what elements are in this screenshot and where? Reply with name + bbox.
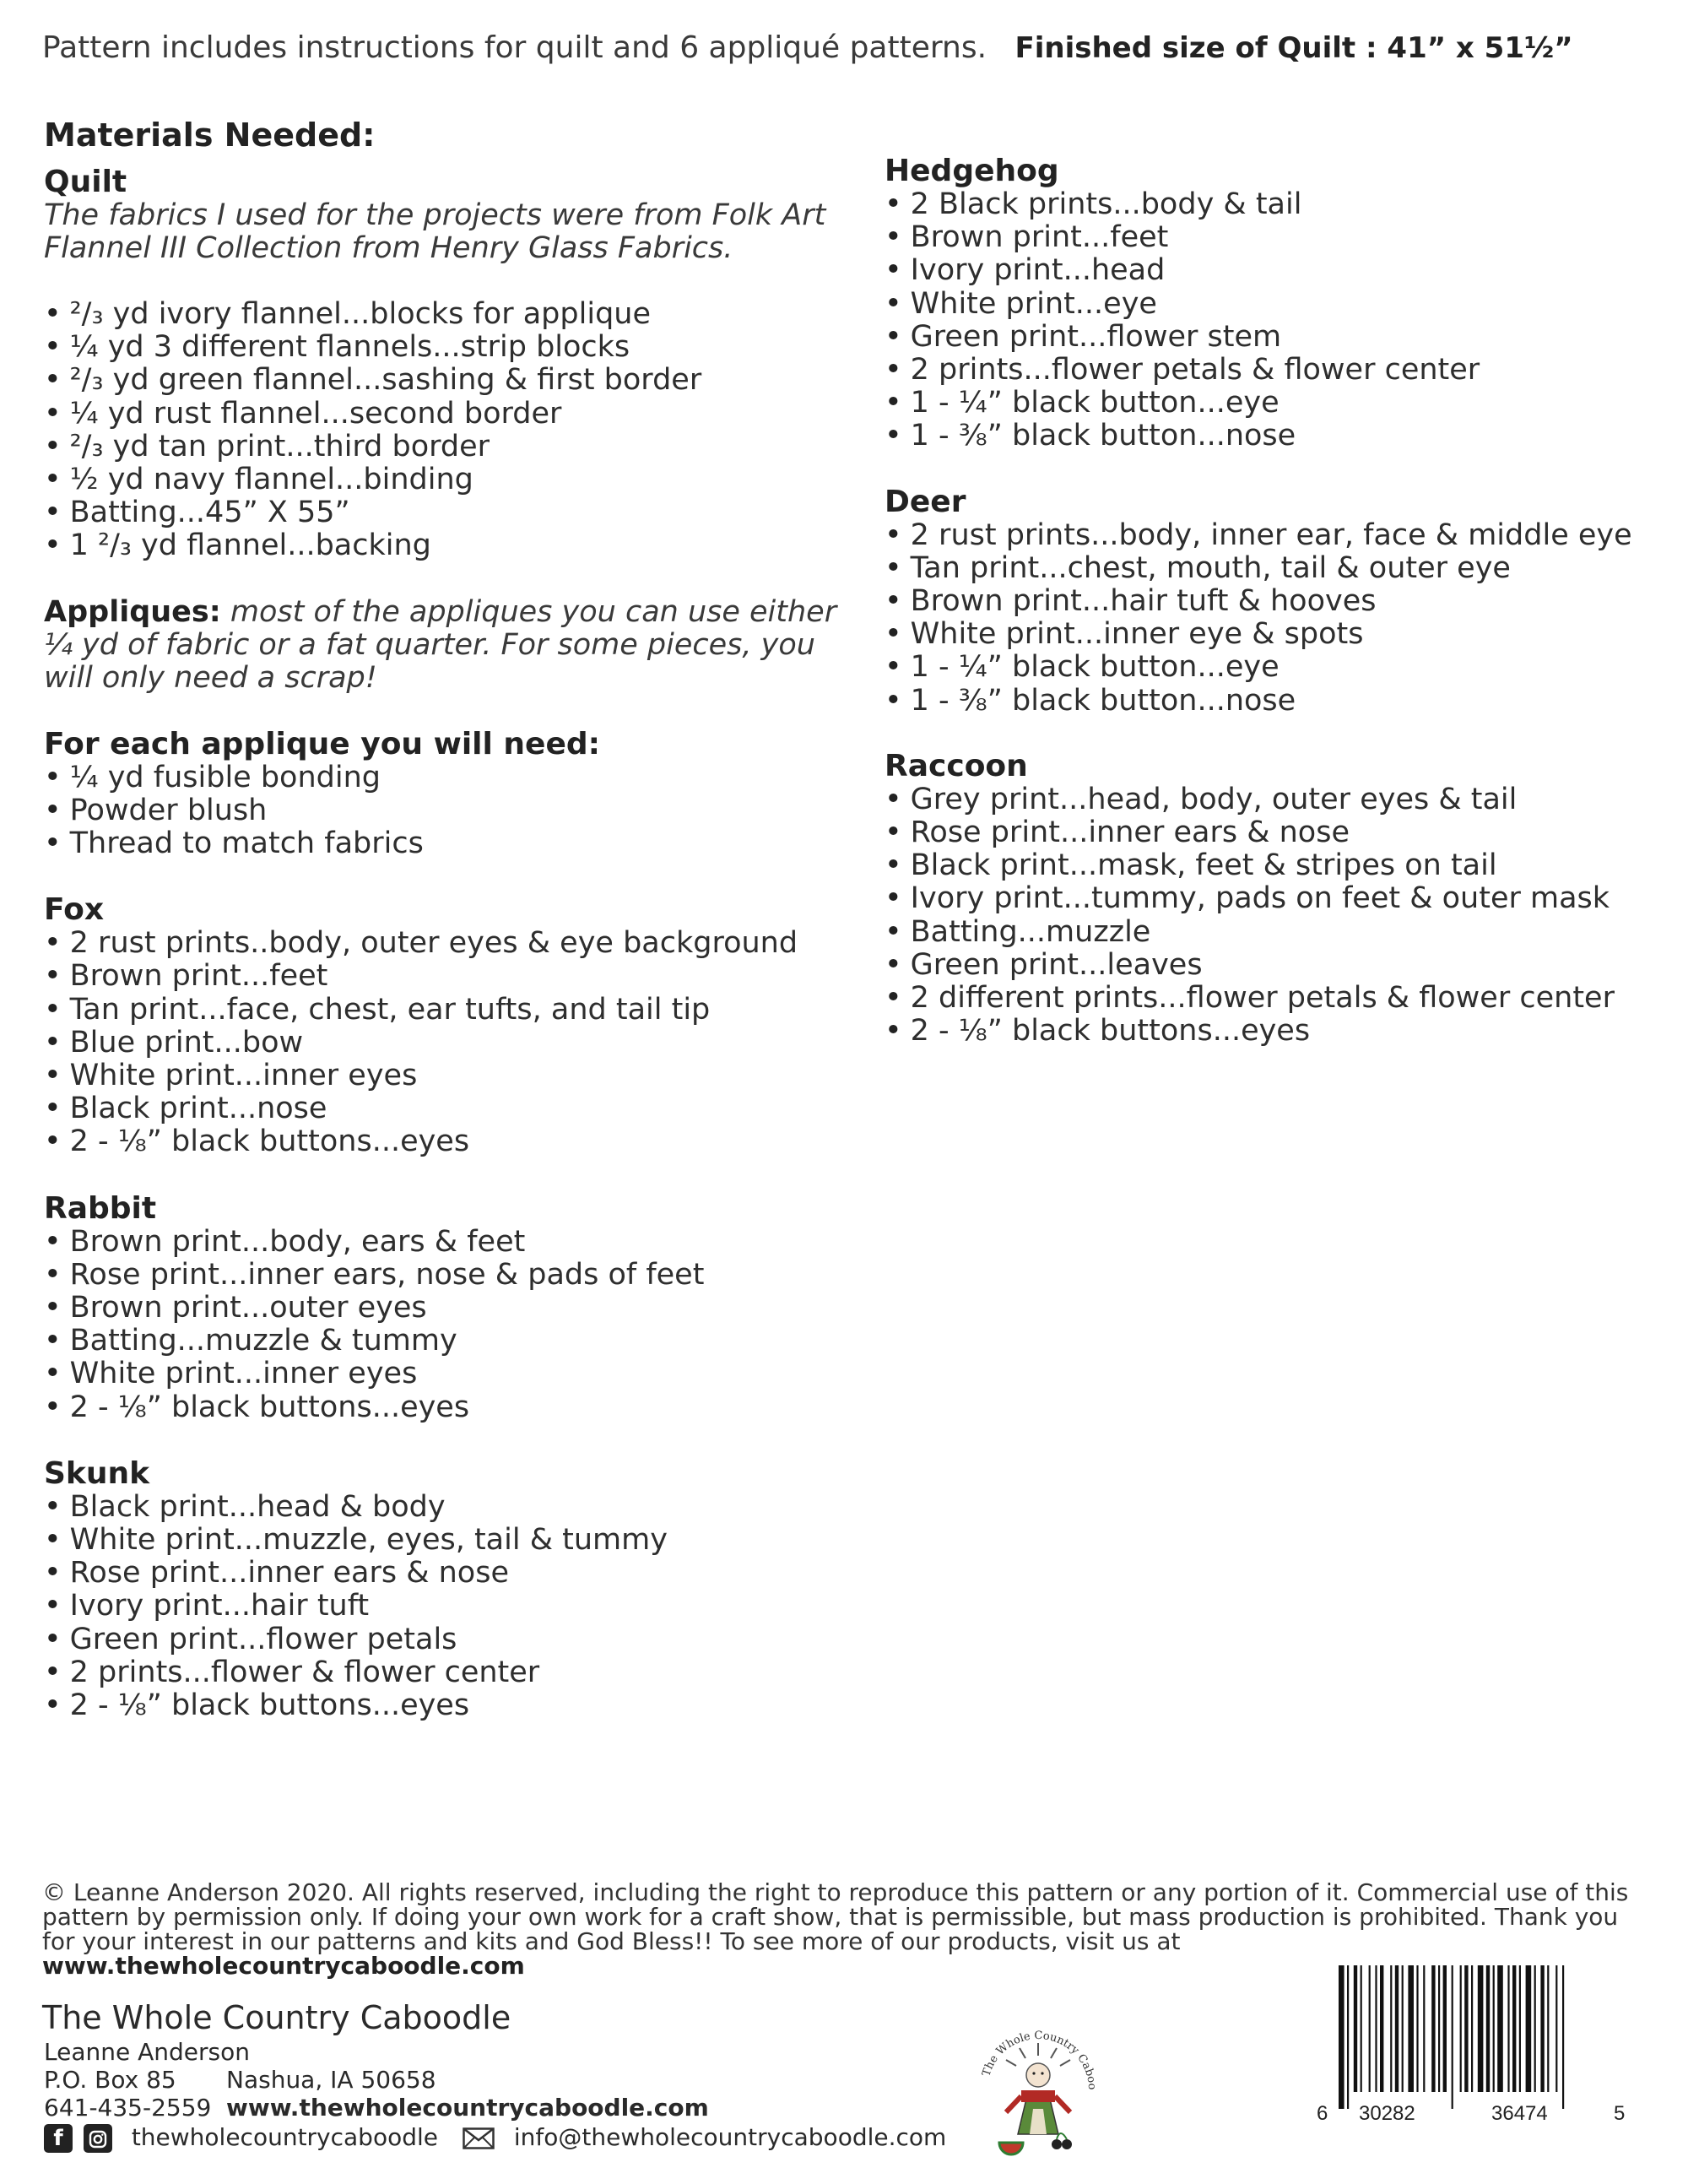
- finished-size: Finished size of Quilt : 41” x 51½”: [1014, 31, 1573, 65]
- copyright-url[interactable]: www.thewholecountrycaboodle.com: [42, 1952, 525, 1980]
- list-item: • Grey print...head, body, outer eyes & tail: [885, 783, 1644, 816]
- list-item: • ¼ yd fusible bonding: [44, 761, 837, 794]
- list-item: • 2 Black prints...body & tail: [885, 188, 1644, 221]
- each-applique-list: [44, 761, 837, 861]
- barcode-bar: [1423, 1965, 1425, 2092]
- appliques-note: [44, 596, 837, 629]
- list-item: • White print...inner eyes: [44, 1358, 837, 1390]
- city: Nashua, IA 50658: [226, 2066, 436, 2094]
- quilt-heading: Quilt: [44, 165, 127, 199]
- barcode-bar: [1438, 1965, 1440, 2092]
- quilt-note-2: Flannel III Collection from Henry Glass Fabrics.: [44, 231, 733, 265]
- list-item: • Brown print...feet: [44, 960, 837, 993]
- phone: 641-435-2559: [44, 2094, 212, 2122]
- barcode-bar: [1547, 1965, 1549, 2092]
- list-item: • ²/₃ yd green flannel...sashing & first border: [44, 364, 837, 397]
- list-item: • 2 rust prints..body, outer eyes & eye background: [44, 927, 837, 960]
- barcode-bar: [1452, 1965, 1453, 2109]
- list-item: • 1 ²/₃ yd flannel...backing: [44, 529, 837, 562]
- list-item: • Tan print...chest, mouth, tail & outer eye: [885, 552, 1644, 585]
- barcode-bar: [1471, 1965, 1473, 2092]
- list-item: • Black print...head & body: [44, 1491, 837, 1524]
- barcode-bar: [1339, 1965, 1344, 2109]
- list-item: • ½ yd navy flannel...binding: [44, 463, 837, 496]
- list-item: • 1 - ⅜” black button...nose: [885, 420, 1644, 453]
- list-item: • ²/₃ yd ivory flannel...blocks for applique: [44, 298, 837, 331]
- right-column: [885, 154, 1644, 1048]
- quilt-note-1: The fabrics I used for the projects were from Folk Art: [44, 198, 826, 232]
- hedgehog-list: [885, 188, 1644, 453]
- rabbit-list: [44, 1226, 837, 1424]
- list-item: • White print...inner eye & spots: [885, 618, 1644, 651]
- instagram-icon[interactable]: [84, 2124, 112, 2153]
- list-item: • Ivory print...tummy, pads on feet & outer mask: [885, 882, 1644, 915]
- appliques-line-3: will only need a scrap!: [44, 660, 377, 695]
- barcode-bar: [1369, 1965, 1371, 2092]
- list-item: • Brown print...feet: [885, 221, 1644, 254]
- list-item: • Brown print...hair tuft & hooves: [885, 585, 1644, 618]
- list-item: • White print...inner eyes: [44, 1059, 837, 1092]
- list-item: • 2 rust prints...body, inner ear, face & middle eye: [885, 519, 1644, 552]
- deer-list: [885, 519, 1644, 718]
- barcode-bar: [1507, 1965, 1509, 2092]
- barcode-bars: [1335, 1965, 1622, 2109]
- barcode-bar: [1478, 1965, 1484, 2092]
- list-item: • Rose print...inner ears & nose: [44, 1557, 837, 1590]
- list-item: • Ivory print...head: [885, 254, 1644, 287]
- each-applique-heading: For each applique you will need:: [44, 726, 601, 761]
- list-item: • ¼ yd rust flannel...second border: [44, 398, 837, 431]
- list-item: • 2 prints...flower & flower center: [44, 1656, 837, 1689]
- barcode-bar: [1354, 1965, 1357, 2092]
- social-handle[interactable]: thewholecountrycaboodle: [131, 2123, 438, 2151]
- rabbit-heading: Rabbit: [44, 1190, 157, 1226]
- raccoon-list: [885, 783, 1644, 1049]
- appliques-line-2: ¼ yd of fabric or a fat quarter. For some pieces, you: [44, 627, 815, 662]
- list-item: • ¼ yd 3 different flannels...strip blocks: [44, 331, 837, 364]
- list-item: • White print...muzzle, eyes, tail & tummy: [44, 1524, 837, 1557]
- barcode-bar: [1460, 1965, 1462, 2092]
- list-item: • 2 - ⅛” black buttons...eyes: [885, 1015, 1644, 1048]
- deer-heading: Deer: [885, 484, 966, 519]
- list-item: • 1 - ¼” black button...eye: [885, 651, 1644, 684]
- barcode: [1317, 1965, 1626, 2134]
- list-item: • 2 different prints...flower petals & flower center: [885, 982, 1644, 1015]
- fox-heading: Fox: [44, 892, 105, 928]
- intro-line: [42, 30, 1573, 65]
- list-item: • Ivory print...hair tuft: [44, 1590, 837, 1623]
- list-item: • Brown print...body, ears & feet: [44, 1226, 837, 1259]
- barcode-digits-right: 36474: [1491, 2102, 1548, 2125]
- list-item: • Brown print...outer eyes: [44, 1292, 837, 1325]
- barcode-bar: [1395, 1965, 1399, 2092]
- list-item: • 1 - ¼” black button...eye: [885, 387, 1644, 420]
- list-item: • Blue print...bow: [44, 1027, 837, 1059]
- copyright-notice: [42, 1880, 1629, 1978]
- skunk-list: [44, 1491, 837, 1722]
- fox-list: [44, 927, 837, 1158]
- facebook-icon[interactable]: f: [44, 2124, 73, 2153]
- barcode-bar: [1526, 1965, 1532, 2092]
- po-box: P.O. Box 85: [44, 2066, 176, 2094]
- list-item: • Green print...flower petals: [44, 1623, 837, 1656]
- barcode-digit-check: 5: [1614, 2102, 1626, 2125]
- hedgehog-heading: Hedgehog: [885, 154, 1059, 188]
- company-logo: [962, 2009, 1114, 2161]
- list-item: • 2 - ⅛” black buttons...eyes: [44, 1391, 837, 1424]
- contact-name: Leanne Anderson: [44, 2038, 250, 2066]
- barcode-bar: [1431, 1965, 1435, 2092]
- barcode-bar: [1486, 1965, 1490, 2092]
- list-item: • 2 - ⅛” black buttons...eyes: [44, 1125, 837, 1158]
- list-item: • 1 - ⅜” black button...nose: [885, 685, 1644, 718]
- list-item: • Rose print...inner ears, nose & pads of feet: [44, 1259, 837, 1292]
- barcode-bar: [1361, 1965, 1362, 2092]
- copyright-text: © Leanne Anderson 2020. All rights reserved, including the right to reproduce this pattern or any portion of it. Commercial use of this pattern by permission only. If doing your own work for a craft show, that is permissible, but mass production is prohibited. Thank you for your interest in our patterns and kits and God Bless!! To see more of our products, visit us at: [42, 1878, 1629, 1955]
- materials-heading: Materials Needed:: [44, 117, 376, 154]
- barcode-bar: [1375, 1965, 1377, 2092]
- brand-name: The Whole Country Caboodle: [42, 1999, 511, 2036]
- appliques-line-1: most of the appliques you can use either: [230, 594, 837, 629]
- email-address[interactable]: info@thewholecountrycaboodle.com: [513, 2123, 947, 2151]
- barcode-bar: [1555, 1965, 1557, 2092]
- barcode-bar: [1562, 1965, 1564, 2109]
- list-item: • Rose print...inner ears & nose: [885, 816, 1644, 849]
- list-item: • Batting...muzzle: [885, 916, 1644, 949]
- barcode-bar: [1408, 1965, 1414, 2092]
- email-row: [463, 2123, 946, 2152]
- logo-arc-text: The Whole Country Caboo: [980, 2029, 1099, 2090]
- barcode-bar: [1402, 1965, 1404, 2092]
- list-item: • White print...eye: [885, 288, 1644, 321]
- barcode-bar: [1493, 1965, 1495, 2092]
- list-item: • Black print...nose: [44, 1092, 837, 1125]
- barcode-bar: [1347, 1965, 1349, 2109]
- list-item: • Black print...mask, feet & stripes on tail: [885, 849, 1644, 882]
- barcode-bar: [1464, 1965, 1468, 2092]
- list-item: • Tan print...face, chest, ear tufts, and tail tip: [44, 994, 837, 1027]
- list-item: • Thread to match fabrics: [44, 827, 837, 860]
- barcode-bar: [1534, 1965, 1536, 2092]
- appliques-label: Appliques:: [44, 594, 221, 629]
- barcode-bar: [1497, 1965, 1503, 2092]
- raccoon-heading: Raccoon: [885, 748, 1028, 783]
- skunk-heading: Skunk: [44, 1455, 150, 1491]
- barcode-bar: [1416, 1965, 1418, 2092]
- envelope-icon: [463, 2123, 502, 2151]
- barcode-digits-left: 30282: [1359, 2102, 1415, 2125]
- barcode-bar: [1390, 1965, 1392, 2092]
- list-item: • Batting...45” X 55”: [44, 496, 837, 529]
- barcode-bar: [1443, 1965, 1447, 2092]
- barcode-bar: [1540, 1965, 1544, 2092]
- barcode-bar: [1512, 1965, 1516, 2092]
- list-item: • 2 - ⅛” black buttons...eyes: [44, 1689, 837, 1722]
- left-column: [44, 117, 837, 1722]
- list-item: • ²/₃ yd tan print...third border: [44, 431, 837, 463]
- quilt-list: [44, 298, 837, 563]
- website-link[interactable]: www.thewholecountrycaboodle.com: [226, 2094, 709, 2122]
- intro-text: Pattern includes instructions for quilt and 6 appliqué patterns.: [42, 30, 987, 65]
- list-item: • Green print...leaves: [885, 949, 1644, 982]
- barcode-bar: [1519, 1965, 1521, 2092]
- barcode-bar: [1380, 1965, 1383, 2092]
- list-item: • 2 prints...flower petals & flower center: [885, 354, 1644, 387]
- list-item: • Batting...muzzle & tummy: [44, 1325, 837, 1358]
- list-item: • Green print...flower stem: [885, 321, 1644, 354]
- barcode-digit-lead: 6: [1317, 2102, 1328, 2125]
- list-item: • Powder blush: [44, 794, 837, 827]
- social-row: [44, 2123, 438, 2153]
